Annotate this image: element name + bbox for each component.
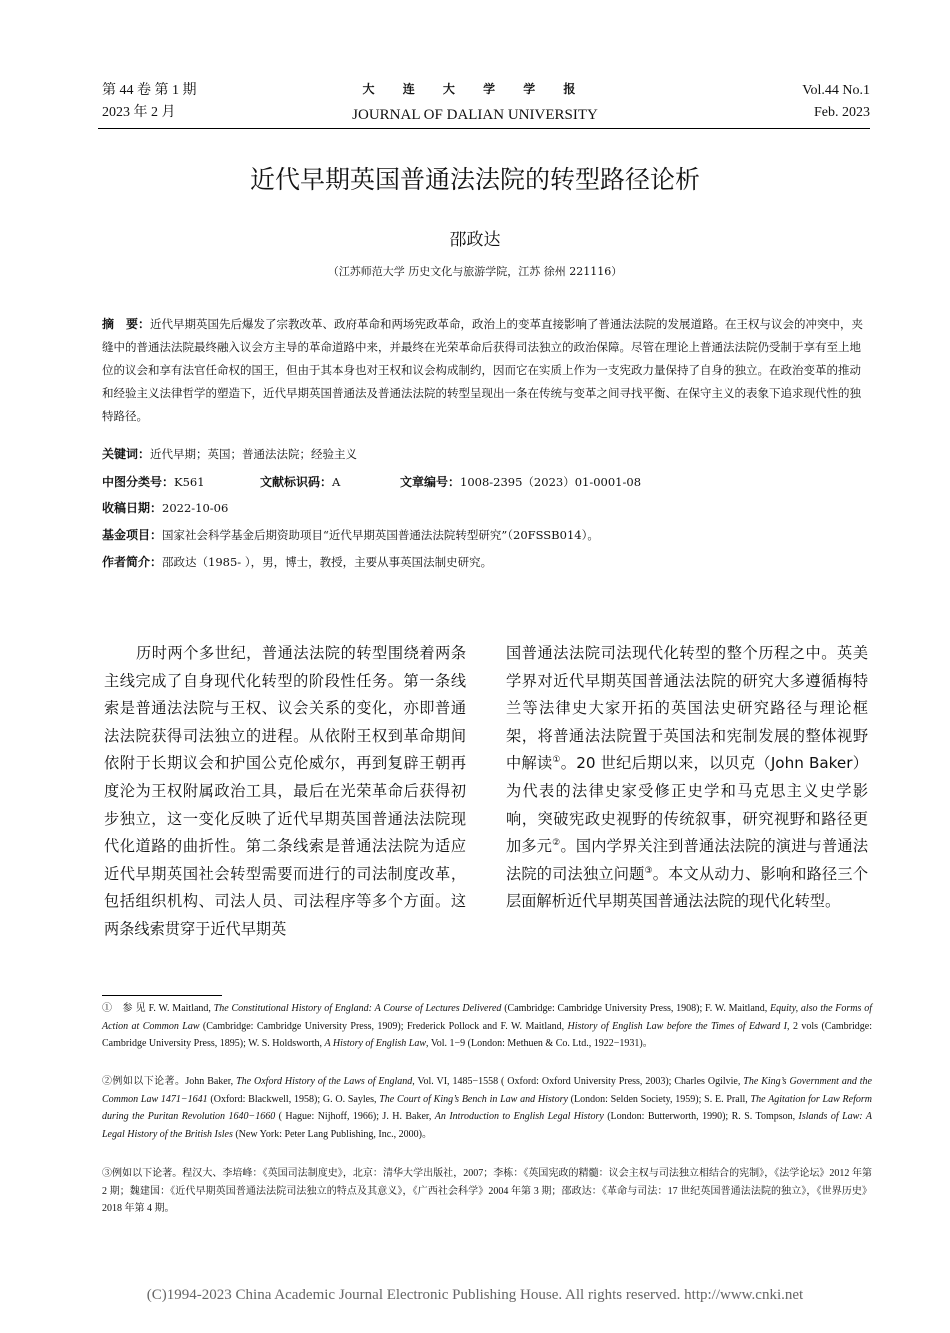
copyright-notice: (C)1994-2023 China Academic Journal Electronic Publishing House. All rights reserved. http://www.cnki.net: [146, 1287, 804, 1303]
fund-label: 基金项目：: [102, 528, 163, 542]
author-bio: [102, 551, 872, 574]
fn2-text: ( Hague: Nijhoff, 1966); J. H. Baker,: [275, 1111, 435, 1122]
fn2-title: The Agitation for Law Reform during the Puritan Revolution 1640−1660: [102, 1093, 872, 1122]
header-volume-cn: 第 44 卷 第 1 期: [102, 83, 197, 98]
abstract-text: 近代早期英国先后爆发了宗教改革、政府革命和两场宪政革命，政治上的变革直接影响了普通法法院的发展道路。在王权与议会的冲突中，夹缝中的普通法法院最终融入议会方主导的革命道路中来，并最终在光荣革命后获得司法独立的政治保障。尽管在理论上普通法法院仍受制于享有至上地位的议会和享有法官任命权的国王，但由于其本身也对王权和议会构成制约，因而它在实质上作为一支宪政力量保持了自身的独立。在政治变革的推动和经验主义法律哲学的塑造下，近代早期英国普通法及普通法法院的转型呈现出一条在传统与变革之间寻找平衡、在保守主义的表象下追求现代性的独特路径。: [102, 317, 864, 423]
footnote-1: [102, 1000, 872, 1053]
article-affiliation: （江苏师范大学 历史文化与旅游学院，江苏 徐州 221116）: [327, 265, 623, 278]
keywords-text: 近代早期；英国；普通法法院；经验主义: [150, 447, 358, 461]
header-date-cn: 2023 年 2 月: [102, 105, 176, 120]
header-journal-en: JOURNAL OF DALIAN UNIVERSITY: [352, 107, 598, 123]
body-right-text-b: 。20 世纪后期以来，以贝克（John Baker）为代表的法律史家受修正史学和马克思主义史学影响，突破宪政史视野的传统叙事，研究视野和路径更加多元: [506, 754, 868, 856]
footnote-rule: [102, 995, 222, 996]
header-volume-en: Vol.44 No.1: [802, 83, 870, 98]
fn2-text: (New York: Peter Lang Publishing, Inc., 2000)。: [232, 1128, 432, 1140]
doc-code-value: A: [332, 475, 341, 489]
fn2-text: ②例如以下论著。John Baker,: [102, 1076, 237, 1087]
fn1-title: History of English Law before the Times of Edward I: [567, 1020, 788, 1032]
article-number-label: 文章编号：: [400, 475, 461, 489]
footnote-ref-3: ③: [644, 865, 653, 876]
article-number-value: 1008-2395（2023）01-0001-08: [460, 475, 642, 489]
fn2-title: Islands of Law: A Legal History of the British Isles: [102, 1111, 872, 1140]
fn2-title: The King’s Government and the Common Law 1471−1641: [102, 1076, 872, 1105]
footnote-ref-1: ①: [552, 755, 561, 766]
fn2-text: (London: Butterworth, 1990); R. S. Tompson,: [603, 1111, 799, 1122]
footnote-2: [102, 1073, 872, 1143]
body-right-text-c: 。国内学界关注到普通法法院的演进与普通法法院的司法独立问题: [506, 837, 869, 883]
header-rule: [98, 128, 870, 129]
keywords-label: 关键词：: [102, 447, 151, 461]
fn1-text: , 2 vols (Cambridge: Cambridge University Press, 1895); W. S. Holdsworth,: [102, 1020, 872, 1049]
body-column-right: [506, 640, 868, 916]
bio-value: 邵政达（1985- ），男，博士，教授，主要从事英国法制史研究。: [162, 555, 493, 569]
fn1-text: (Cambridge: Cambridge University Press, 1908); F. W. Maitland,: [501, 1003, 771, 1014]
fn2-text: , Vol. VI, 1485−1558 ( Oxford: Oxford University Press, 2003); Charles Ogilvie,: [412, 1076, 744, 1087]
doc-code-label: 文献标识码：: [260, 475, 333, 489]
fn1-text: , Vol. 1−9 (London: Methuen & Co. Ltd., 1922−1931)。: [426, 1038, 653, 1049]
received-label: 收稿日期：: [102, 501, 163, 515]
abstract-label: 摘 要：: [102, 317, 151, 331]
fn1-title: A History of English Law: [324, 1038, 426, 1049]
fn2-title: An Introduction to English Legal History: [434, 1111, 604, 1122]
fn2-text: (Oxford: Blackwell, 1958); G. O. Sayles,: [207, 1093, 380, 1105]
abstract: [102, 313, 872, 428]
footnote-ref-2: ②: [552, 838, 561, 849]
fn1-text: ① 参 见 F. W. Maitland,: [102, 1003, 214, 1014]
fn1-text: (Cambridge: Cambridge University Press, 1909); Frederick Pollock and F. W. Maitland,: [199, 1020, 568, 1032]
clc-value: K561: [174, 475, 205, 489]
body-right-text-a: 国普通法法院司法现代化转型的整个历程之中。英美学界对近代早期英国普通法法院的研究大多遵循梅特兰等法律史大家开拓的英国法史研究路径与理论框架，将普通法法院置于英国法和宪制发展的整体视野中解读: [506, 644, 868, 773]
article-number-line: [400, 471, 800, 494]
fn2-text: (London: Selden Society, 1959); S. E. Prall,: [567, 1093, 751, 1105]
fn2-title: The Court of King’s Bench in Law and History: [379, 1093, 568, 1105]
article-author: 邵政达: [449, 230, 501, 250]
fund-project: [102, 524, 872, 547]
received-value: 2022-10-06: [162, 501, 229, 515]
keywords: [102, 443, 872, 466]
body-column-left: 历时两个多世纪，普通法法院的转型围绕着两条主线完成了自身现代化转型的阶段性任务。第一条线索是普通法法院与王权、议会关系的变化，亦即普通法法院获得司法独立的进程。从依附王权到革命期间依附于长期议会和护国公克伦威尔，再到复辟王朝再度沦为王权附属政治工具，最后在光荣革命后获得初步独立，这一变化反映了近代早期英国普通法法院现代化道路的曲折性。第二条线索是普通法法院为适应近代早期英国社会转型需要而进行的司法制度改革，包括组织机构、司法人员、司法程序等多个方面。这两条线索贯穿于近代早期英: [104, 644, 466, 938]
bio-label: 作者简介：: [102, 555, 163, 569]
footnote-3: ③例如以下论著。程汉大、李培峰：《英国司法制度史》，北京：清华大学出版社，2007；李栋：《英国宪政的精髓：议会主权与司法独立相结合的宪制》，《法学论坛》2012 年第 2 期；魏建国：《近代早期英国普通法法院司法独立的特点及其意义》，《广西社会科学》2004 年第 3 期；邵政达：《革命与司法：17 世纪英国普通法法院的独立》，《世界历史》2018 年第 4 期。: [102, 1168, 872, 1214]
header-journal-cn: 大 连 大 学 学 报: [362, 82, 588, 96]
header-date-en: Feb. 2023: [814, 105, 870, 120]
fn1-title: Equity, also the Forms of Action at Common Law: [102, 1003, 872, 1032]
body-right-text-d: 。本文从动力、影响和路径三个层面解析近代早期英国普通法法院的现代化转型。: [506, 864, 869, 911]
clc-label: 中图分类号：: [102, 475, 175, 489]
article-title: 近代早期英国普通法法院的转型路径论析: [249, 165, 700, 194]
fn2-title: The Oxford History of the Laws of England: [236, 1076, 413, 1087]
received-date: [102, 497, 872, 520]
fund-value: 国家社会科学基金后期资助项目“近代早期英国普通法法院转型研究”（20FSSB014）。: [162, 528, 599, 542]
fn1-title: The Constitutional History of England: A Course of Lectures Delivered: [213, 1003, 502, 1014]
